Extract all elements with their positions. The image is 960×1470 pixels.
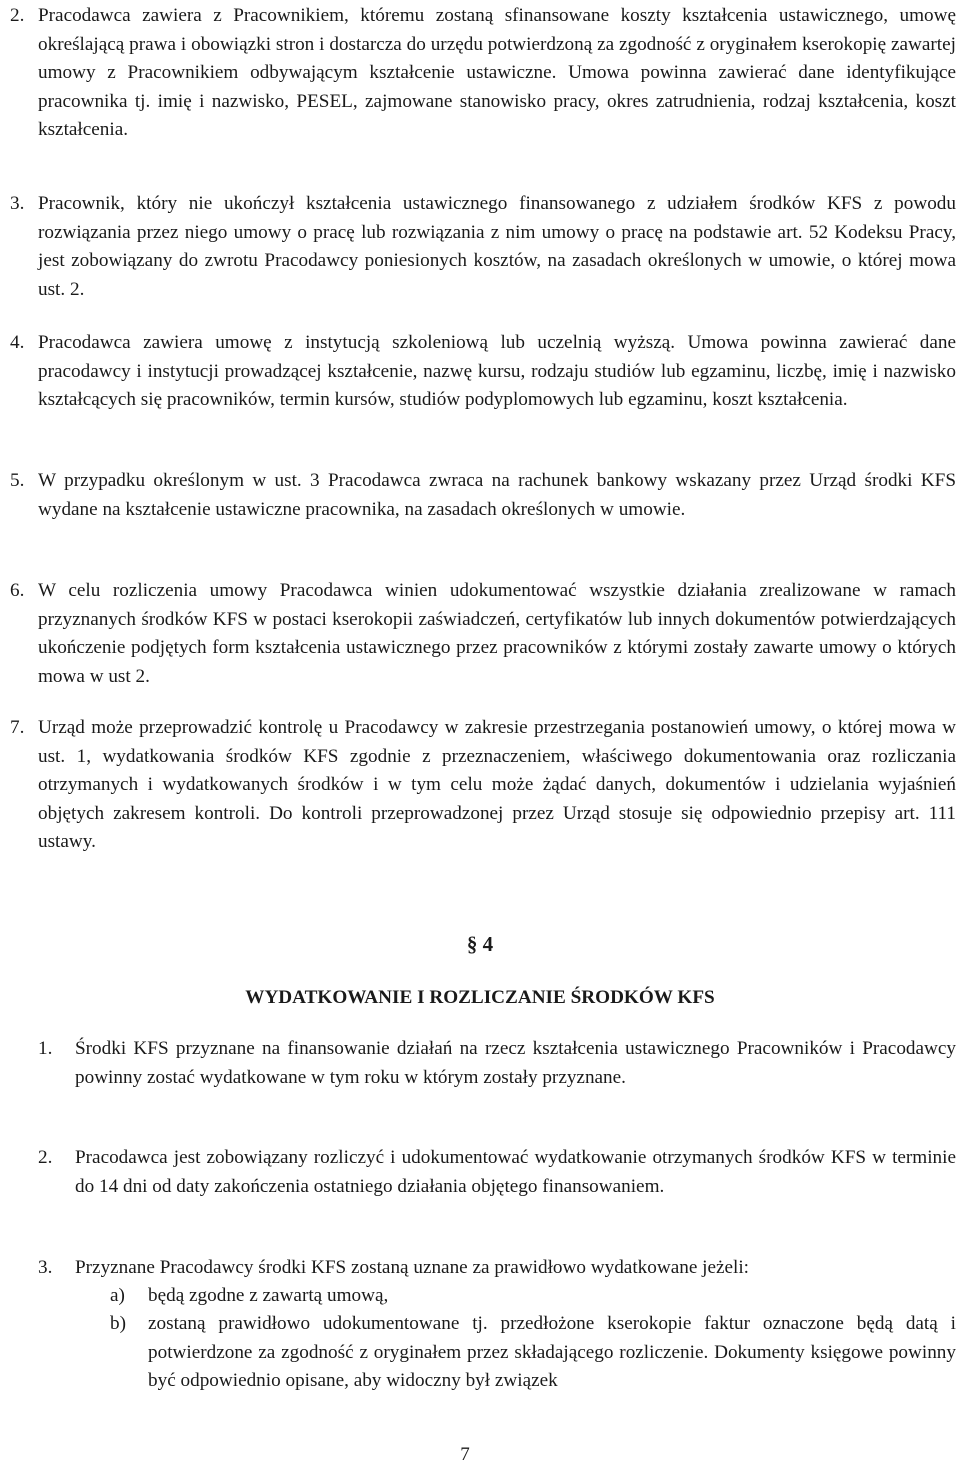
paragraph-text: Pracodawca jest zobowiązany rozliczyć i udokumentować wydatkowanie otrzymanych środków KFS w terminie do 14 dni od daty zakończenia ostatniego działania objętego finansowaniem.	[75, 1147, 956, 1197]
paragraph-text: Pracownik, który nie ukończył kształcenia ustawicznego finansowanego z udziałem środków KFS z powodu rozwiązania przez niego umowy o pracę lub rozwiązania z nim umowy o pracę na podstawie art. 52 Kodeksu Pracy, jest zobowiązany do zwrotu Pracodawcy poniesionych kosztów, na zasadach określonych w umowie, o której mowa ust. 2.	[38, 193, 956, 300]
paragraph-text: W przypadku określonym w ust. 3 Pracodawca zwraca na rachunek bankowy wskazany przez Urząd środki KFS wydane na kształcenie ustawiczne pracownika, na zasadach określonych w umowie.	[38, 470, 956, 520]
paragraph-number: 3.	[10, 193, 25, 214]
subpoint-text: zostaną prawidłowo udokumentowane tj. przedłożone kserokopie faktur oznaczone będą datą i potwierdzone za zgodność z oryginałem przez składającego rozliczenie. Dokumenty księgowe powinny być odpowiednio opisane, aby widoczny był związek	[148, 1313, 956, 1392]
paragraph-number: 2.	[10, 5, 25, 26]
paragraph-number: 2.	[38, 1147, 53, 1168]
page-number: 7	[460, 1444, 470, 1465]
paragraph-text: W celu rozliczenia umowy Pracodawca winien udokumentować wszystkie działania zrealizowane w ramach przyznanych środków KFS w postaci kserokopii zaświadczeń, certyfikatów lub innych dokumentów potwierdzających ukończenie podjętych form kształcenia ustawicznego przez pracowników z którymi zostały zawarte umowy o których mowa w ust 2.	[38, 580, 956, 687]
paragraph-number: 1.	[38, 1038, 53, 1059]
subpoint-letter: a)	[110, 1285, 125, 1306]
subpoint-letter: b)	[110, 1313, 126, 1334]
paragraph-text: Pracodawca zawiera umowę z instytucją szkoleniową lub uczelnią wyższą. Umowa powinna zawierać dane pracodawcy i instytucji prowadzącej kształcenie, nazwę kursu, rodzaju studiów lub egzaminu, liczbę, imię i nazwisko kształcących się pracowników, termin kursów, studiów podyplomowych lub egzaminu, koszt kształcenia.	[38, 332, 956, 411]
paragraph-text: Przyznane Pracodawcy środki KFS zostaną uznane za prawidłowo wydatkowane jeżeli:	[75, 1257, 749, 1278]
paragraph-text: Pracodawca zawiera z Pracownikiem, któremu zostaną sfinansowane koszty kształcenia ustawicznego, umowę określającą prawa i obowiązki stron i dostarcza do urzędu potwierdzoną za zgodność z oryginałem kserokopię zawartej umowy z Pracownikiem odbywającym kształcenie ustawiczne. Umowa powinna zawierać dane identyfikujące pracownika tj. imię i nazwisko, PESEL, zajmowane stanowisko pracy, okres zatrudnienia, rodzaj kształcenia, koszt kształcenia.	[38, 5, 956, 141]
paragraph-number: 3.	[38, 1257, 53, 1278]
paragraph-text: Środki KFS przyznane na finansowanie działań na rzecz kształcenia ustawicznego Pracowników i Pracodawcy powinny zostać wydatkowane w tym roku w którym zostały przyznane.	[75, 1038, 956, 1088]
paragraph-number: 5.	[10, 470, 25, 491]
section-mark: § 4	[466, 932, 494, 956]
section-title: WYDATKOWANIE I ROZLICZANIE ŚRODKÓW KFS	[245, 987, 715, 1008]
paragraph-number: 7.	[10, 717, 25, 738]
paragraph-text: Urząd może przeprowadzić kontrolę u Pracodawcy w zakresie przestrzegania postanowień umowy, o której mowa w ust. 1, wydatkowania środków KFS zgodnie z przeznaczeniem, właściwego dokumentowania oraz rozliczania otrzymanych i wydatkowanych środków i w tym celu może żądać danych, dokumentów i udzielania wyjaśnień objętych zakresem kontroli. Do kontroli przeprowadzonej przez Urząd stosuje się odpowiednio przepisy art. 111 ustawy.	[38, 717, 956, 853]
paragraph-number: 6.	[10, 580, 25, 601]
paragraph-number: 4.	[10, 332, 25, 353]
subpoint-text: będą zgodne z zawartą umową,	[148, 1285, 389, 1306]
